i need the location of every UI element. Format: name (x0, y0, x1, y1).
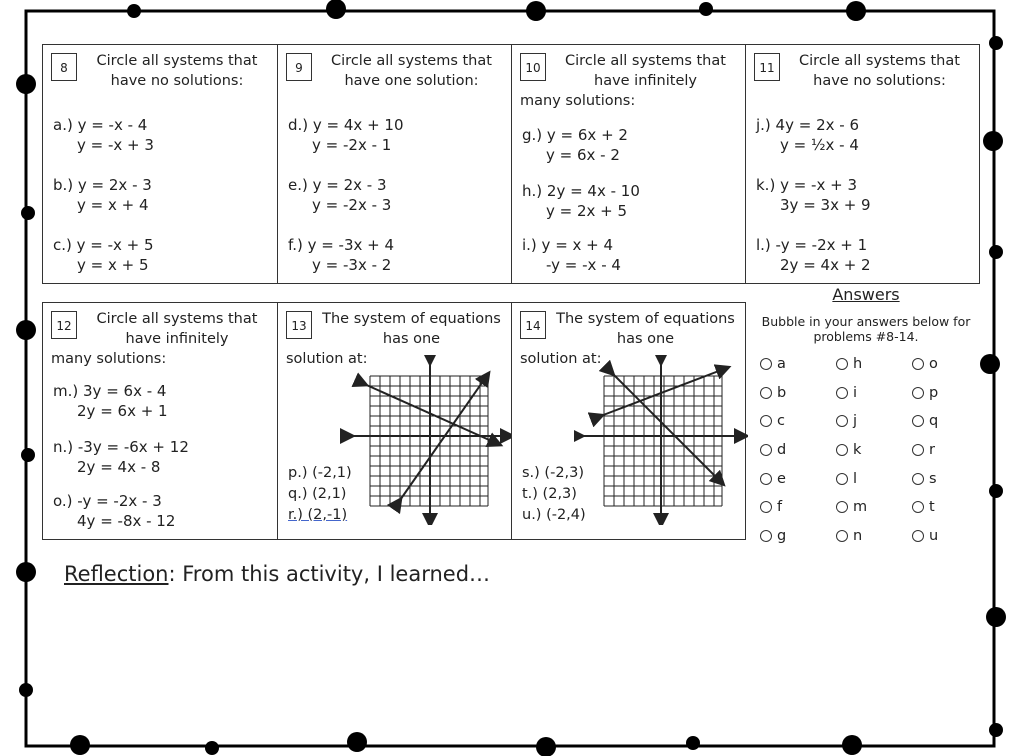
bubble-j[interactable]: j (836, 413, 857, 429)
problem-number: 10 (520, 53, 546, 81)
problem-number: 11 (754, 53, 780, 81)
system-n[interactable]: n.) -3y = -6x + 12 2y = 4x - 8 (53, 438, 189, 476)
bubble-t[interactable]: t (912, 499, 935, 515)
problem-8 (42, 44, 278, 284)
problem-prompt: The system of equations has one (322, 311, 501, 347)
coordinate-graph (574, 355, 748, 525)
answers-title: Answers (832, 285, 900, 304)
bubble-m[interactable]: m (836, 499, 867, 515)
system-f[interactable]: f.) y = -3x + 4 y = -3x - 2 (288, 236, 395, 274)
answers-instruction: Bubble in your answers below for problems #8-14. (761, 314, 971, 344)
bubble-i[interactable]: i (836, 385, 857, 401)
problem-number: 9 (286, 53, 312, 81)
coordinate-graph (340, 355, 514, 525)
bubble-d[interactable]: d (760, 442, 786, 458)
option-t[interactable]: t.) (2,3) (522, 486, 577, 502)
problem-prompt: Circle all systems that have one solution: (331, 53, 492, 89)
bubble-k[interactable]: k (836, 442, 861, 458)
option-q[interactable]: q.) (2,1) (288, 486, 347, 502)
system-k[interactable]: k.) y = -x + 3 3y = 3x + 9 (756, 176, 871, 214)
system-l[interactable]: l.) -y = -2x + 1 2y = 4x + 2 (756, 236, 871, 274)
problem-13 (277, 302, 512, 540)
system-e[interactable]: e.) y = 2x - 3 y = -2x - 3 (288, 176, 392, 214)
problem-number: 14 (520, 311, 546, 339)
bubble-p[interactable]: p (912, 385, 938, 401)
system-b[interactable]: b.) y = 2x - 3 y = x + 4 (53, 176, 152, 214)
system-j[interactable]: j.) 4y = 2x - 6 y = ½x - 4 (756, 116, 859, 154)
problem-prompt-cont: many solutions: (520, 93, 636, 109)
option-p[interactable]: p.) (-2,1) (288, 465, 352, 481)
reflection-prompt (64, 562, 490, 586)
problem-number: 12 (51, 311, 77, 339)
bubble-a[interactable]: a (760, 356, 786, 372)
reflection-label: Reflection (64, 562, 169, 586)
bubble-q[interactable]: q (912, 413, 938, 429)
bubble-u[interactable]: u (912, 528, 938, 544)
problem-prompt-cont: solution at: (286, 351, 368, 367)
problem-10 (511, 44, 746, 284)
problem-number: 8 (51, 53, 77, 81)
problem-prompt: The system of equations has one (556, 311, 735, 347)
bubble-r[interactable]: r (912, 442, 935, 458)
system-a[interactable]: a.) y = -x - 4 y = -x + 3 (53, 116, 154, 154)
problem-prompt: Circle all systems that have no solutions: (96, 53, 258, 89)
system-o[interactable]: o.) -y = -2x - 3 4y = -8x - 12 (53, 492, 176, 530)
problem-prompt: Circle all systems that have infinitely (96, 311, 258, 347)
problem-prompt-cont: many solutions: (51, 351, 167, 367)
problem-prompt: Circle all systems that have infinitely (565, 53, 726, 89)
system-g[interactable]: g.) y = 6x + 2 y = 6x - 2 (522, 126, 628, 164)
problem-9 (277, 44, 512, 284)
problem-prompt-cont: solution at: (520, 351, 602, 367)
system-i[interactable]: i.) y = x + 4 -y = -x - 4 (522, 236, 621, 274)
problem-12 (42, 302, 278, 540)
system-m[interactable]: m.) 3y = 6x - 4 2y = 6x + 1 (53, 382, 168, 420)
problem-11 (745, 44, 980, 284)
problem-14 (511, 302, 746, 540)
bubble-e[interactable]: e (760, 471, 786, 487)
bubble-g[interactable]: g (760, 528, 786, 544)
bubble-h[interactable]: h (836, 356, 862, 372)
bubble-l[interactable]: l (836, 471, 857, 487)
problem-number: 13 (286, 311, 312, 339)
bubble-b[interactable]: b (760, 385, 786, 401)
option-u[interactable]: u.) (-2,4) (522, 507, 586, 523)
bubble-n[interactable]: n (836, 528, 862, 544)
bubble-o[interactable]: o (912, 356, 938, 372)
system-c[interactable]: c.) y = -x + 5 y = x + 5 (53, 236, 154, 274)
bubble-f[interactable]: f (760, 499, 782, 515)
system-h[interactable]: h.) 2y = 4x - 10 y = 2x + 5 (522, 182, 640, 220)
option-r[interactable]: r.) (2,-1) (288, 507, 348, 523)
bubble-s[interactable]: s (912, 471, 937, 487)
option-s[interactable]: s.) (-2,3) (522, 465, 585, 481)
reflection-text: : From this activity, I learned… (168, 562, 491, 586)
system-d[interactable]: d.) y = 4x + 10 y = -2x - 1 (288, 116, 404, 154)
problem-prompt: Circle all systems that have no solutions: (799, 53, 960, 89)
bubble-c[interactable]: c (760, 413, 785, 429)
